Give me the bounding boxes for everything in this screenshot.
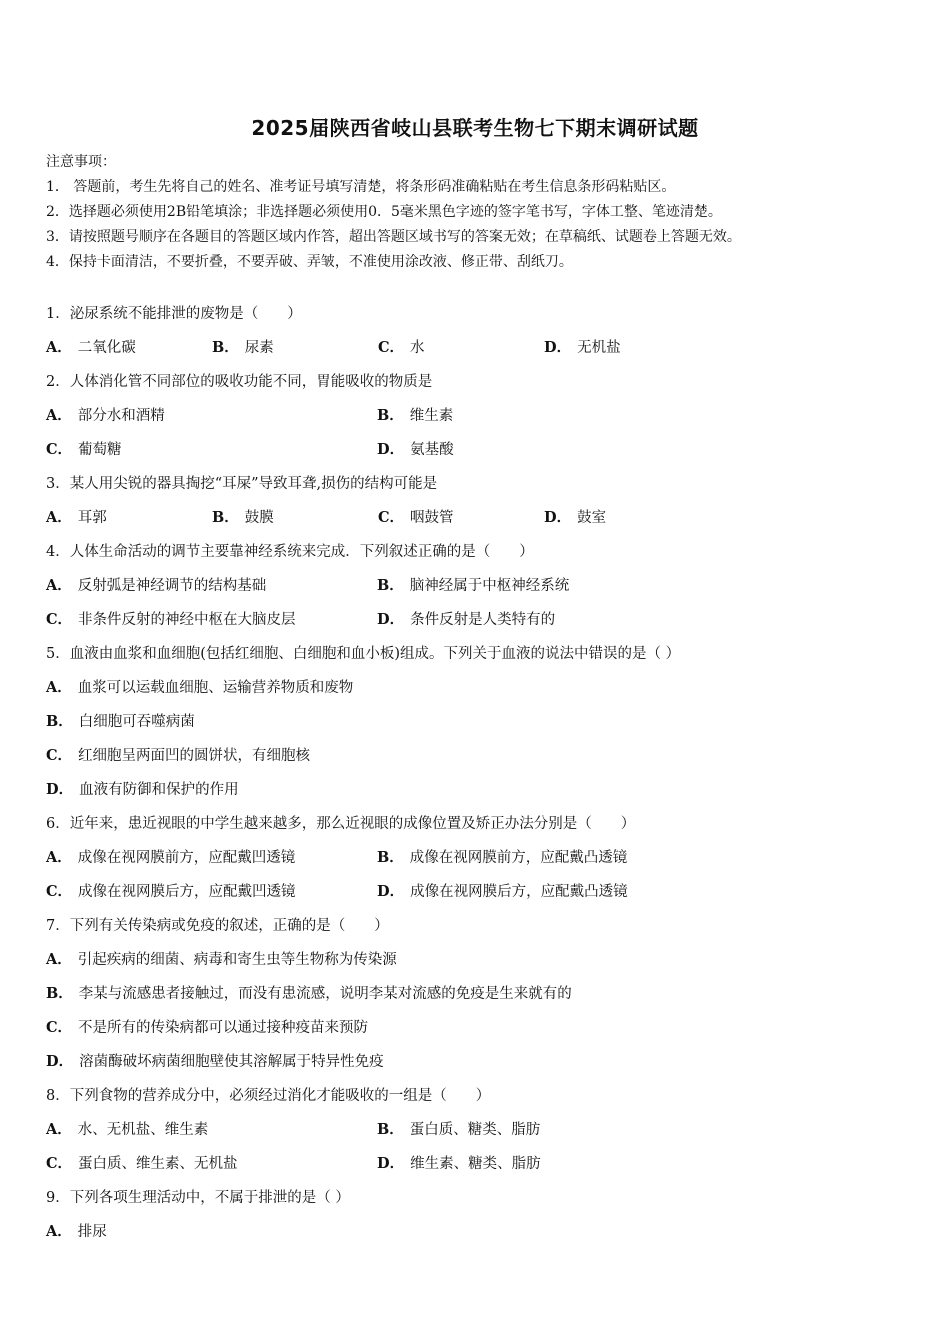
option-letter: B． [377,849,404,866]
option-letter: D． [377,883,405,900]
option-letter: B． [46,713,73,730]
option-letter: A． [46,509,72,526]
option-text: 排尿 [77,1224,107,1240]
question-3-option-a [46,501,212,535]
question-1-option-c [378,331,544,365]
question-2-option-a [46,399,377,433]
question-1-option-d [544,331,710,365]
option-text: 李某与流感患者接触过，而没有患流感，说明李某对流感的免疫是生来就有的 [78,986,572,1002]
option-text: 白细胞可吞噬病菌 [78,714,195,730]
question-5-option-d [46,773,916,807]
exam-title: 2025届陕西省岐山县联考生物七下期末调研试题 [251,116,699,140]
option-text: 耳郭 [77,510,107,526]
question-8-options-row-2 [46,1147,916,1181]
question-2-option-d [377,433,708,467]
option-letter: B． [377,577,404,594]
option-letter: B． [46,985,73,1002]
option-text: 无机盐 [577,340,621,356]
option-letter: B． [212,339,239,356]
option-letter: A． [46,1223,72,1240]
question-5-option-c [46,739,916,773]
question-4-options-row-2 [46,603,916,637]
option-letter: B． [377,1121,404,1138]
option-letter: D． [544,339,572,356]
question-2-option-c [46,433,377,467]
question-6-options-row-2 [46,875,916,909]
option-letter: C． [46,883,73,900]
option-letter: C． [378,339,405,356]
question-1-option-b [212,331,378,365]
option-text: 鼓膜 [244,510,274,526]
question-4-option-a [46,569,377,603]
option-letter: A． [46,577,72,594]
notice-item-1: 1． 答题前，考生先将自己的姓名、准考证号填写清楚，将条形码准确粘贴在考生信息条形码粘贴区。 [46,179,676,195]
question-8-stem: 8．下列食物的营养成分中，必须经过消化才能吸收的一组是（ ） [46,1088,491,1104]
question-8-option-c [46,1147,377,1181]
option-text: 血浆可以运载血细胞、运输营养物质和废物 [77,680,354,696]
option-text: 葡萄糖 [78,442,122,458]
notice-item-2: 2．选择题必须使用2B铅笔填涂；非选择题必须使用0．5毫米黑色字迹的签字笔书写，字体工整、笔迹清楚。 [46,204,722,220]
notice-item-4: 4．保持卡面清洁，不要折叠，不要弄破、弄皱，不准使用涂改液、修正带、刮纸刀。 [46,254,573,270]
option-text: 鼓室 [577,510,607,526]
option-text: 红细胞呈两面凹的圆饼状，有细胞核 [78,748,311,764]
question-2-options-row-1 [46,399,916,433]
option-letter: C． [46,747,73,764]
question-6-option-c [46,875,377,909]
option-text: 水、无机盐、维生素 [77,1122,209,1138]
question-4-options-row-1 [46,569,916,603]
option-text: 部分水和酒精 [77,408,165,424]
question-1-option-a [46,331,212,365]
question-9-option-a [46,1215,916,1249]
notice-item-3: 3．请按照题号顺序在各题目的答题区域内作答，超出答题区域书写的答案无效；在草稿纸、试题卷上答题无效。 [46,229,741,245]
question-6-option-a [46,841,377,875]
option-text: 成像在视网膜前方，应配戴凸透镜 [409,850,628,866]
option-letter: A． [46,679,72,696]
question-3-option-d [544,501,710,535]
option-letter: D． [377,611,405,628]
option-text: 非条件反射的神经中枢在大脑皮层 [78,612,296,628]
option-text: 蛋白质、维生素、无机盐 [78,1156,238,1172]
question-3-stem: 3．某人用尖锐的器具掏挖“耳屎”导致耳聋,损伤的结构可能是 [46,476,438,492]
question-7-option-c [46,1011,916,1045]
notice-section [46,150,916,275]
question-4-option-c [46,603,377,637]
option-text: 水 [410,340,425,356]
option-text: 成像在视网膜后方，应配戴凹透镜 [78,884,296,900]
question-2-option-b [377,399,708,433]
notice-heading: 注意事项： [46,154,116,170]
option-letter: C． [46,441,73,458]
option-text: 成像在视网膜后方，应配戴凸透镜 [410,884,628,900]
option-letter: A． [46,407,72,424]
question-7-stem: 7．下列有关传染病或免疫的叙述，正确的是（ ） [46,918,389,934]
option-letter: A． [46,1121,72,1138]
option-text: 尿素 [244,340,274,356]
question-list [46,297,916,1249]
question-2-stem: 2．人体消化管不同部位的吸收功能不同，胃能吸收的物质是 [46,374,433,390]
option-text: 脑神经属于中枢神经系统 [409,578,570,594]
option-letter: C． [46,1155,73,1172]
option-text: 咽鼓管 [410,510,454,526]
option-letter: C． [46,1019,73,1036]
option-text: 维生素 [409,408,454,424]
option-letter: C． [46,611,73,628]
option-text: 维生素、糖类、脂肪 [410,1156,541,1172]
question-8-option-a [46,1113,377,1147]
question-8-option-b [377,1113,708,1147]
option-text: 条件反射是人类特有的 [410,612,556,628]
question-3-option-c [378,501,544,535]
option-letter: D． [377,1155,405,1172]
option-text: 溶菌酶破坏病菌细胞壁使其溶解属于特异性免疫 [79,1054,384,1070]
question-7-option-b [46,977,916,1011]
option-text: 引起疾病的细菌、病毒和寄生虫等生物称为传染源 [77,952,397,968]
question-5-stem: 5．血液由血浆和血细胞(包括红细胞、白细胞和血小板)组成。下列关于血液的说法中错误的是（ ） [46,646,681,662]
question-8-option-d [377,1147,708,1181]
option-text: 成像在视网膜前方，应配戴凹透镜 [77,850,296,866]
question-7-option-d [46,1045,916,1079]
option-text: 二氧化碳 [77,340,136,356]
option-text: 氨基酸 [410,442,454,458]
option-letter: D． [544,509,572,526]
option-letter: D． [46,781,74,798]
option-letter: D． [46,1053,74,1070]
question-9-stem: 9．下列各项生理活动中，不属于排泄的是（ ） [46,1190,350,1206]
option-letter: B． [377,407,404,424]
option-text: 反射弧是神经调节的结构基础 [77,578,267,594]
question-1-options [46,331,916,365]
option-letter: D． [377,441,405,458]
question-8-options-row-1 [46,1113,916,1147]
question-6-options-row-1 [46,841,916,875]
question-6-option-d [377,875,708,909]
question-4-stem: 4．人体生命活动的调节主要靠神经系统来完成．下列叙述正确的是（ ） [46,544,534,560]
question-6-stem: 6．近年来，患近视眼的中学生越来越多，那么近视眼的成像位置及矫正办法分别是（ ） [46,816,636,832]
option-text: 不是所有的传染病都可以通过接种疫苗来预防 [78,1020,369,1036]
question-6-option-b [377,841,708,875]
question-4-option-b [377,569,708,603]
option-letter: A． [46,849,72,866]
question-4-option-d [377,603,708,637]
question-5-option-a [46,671,916,705]
option-letter: B． [212,509,239,526]
option-text: 血液有防御和保护的作用 [79,782,239,798]
option-letter: C． [378,509,405,526]
option-text: 蛋白质、糖类、脂肪 [409,1122,541,1138]
question-3-options [46,501,916,535]
question-3-option-b [212,501,378,535]
option-letter: A． [46,951,72,968]
question-1-stem: 1．泌尿系统不能排泄的废物是（ ） [46,306,302,322]
question-5-option-b [46,705,916,739]
question-7-option-a [46,943,916,977]
option-letter: A． [46,339,72,356]
question-2-options-row-2 [46,433,916,467]
